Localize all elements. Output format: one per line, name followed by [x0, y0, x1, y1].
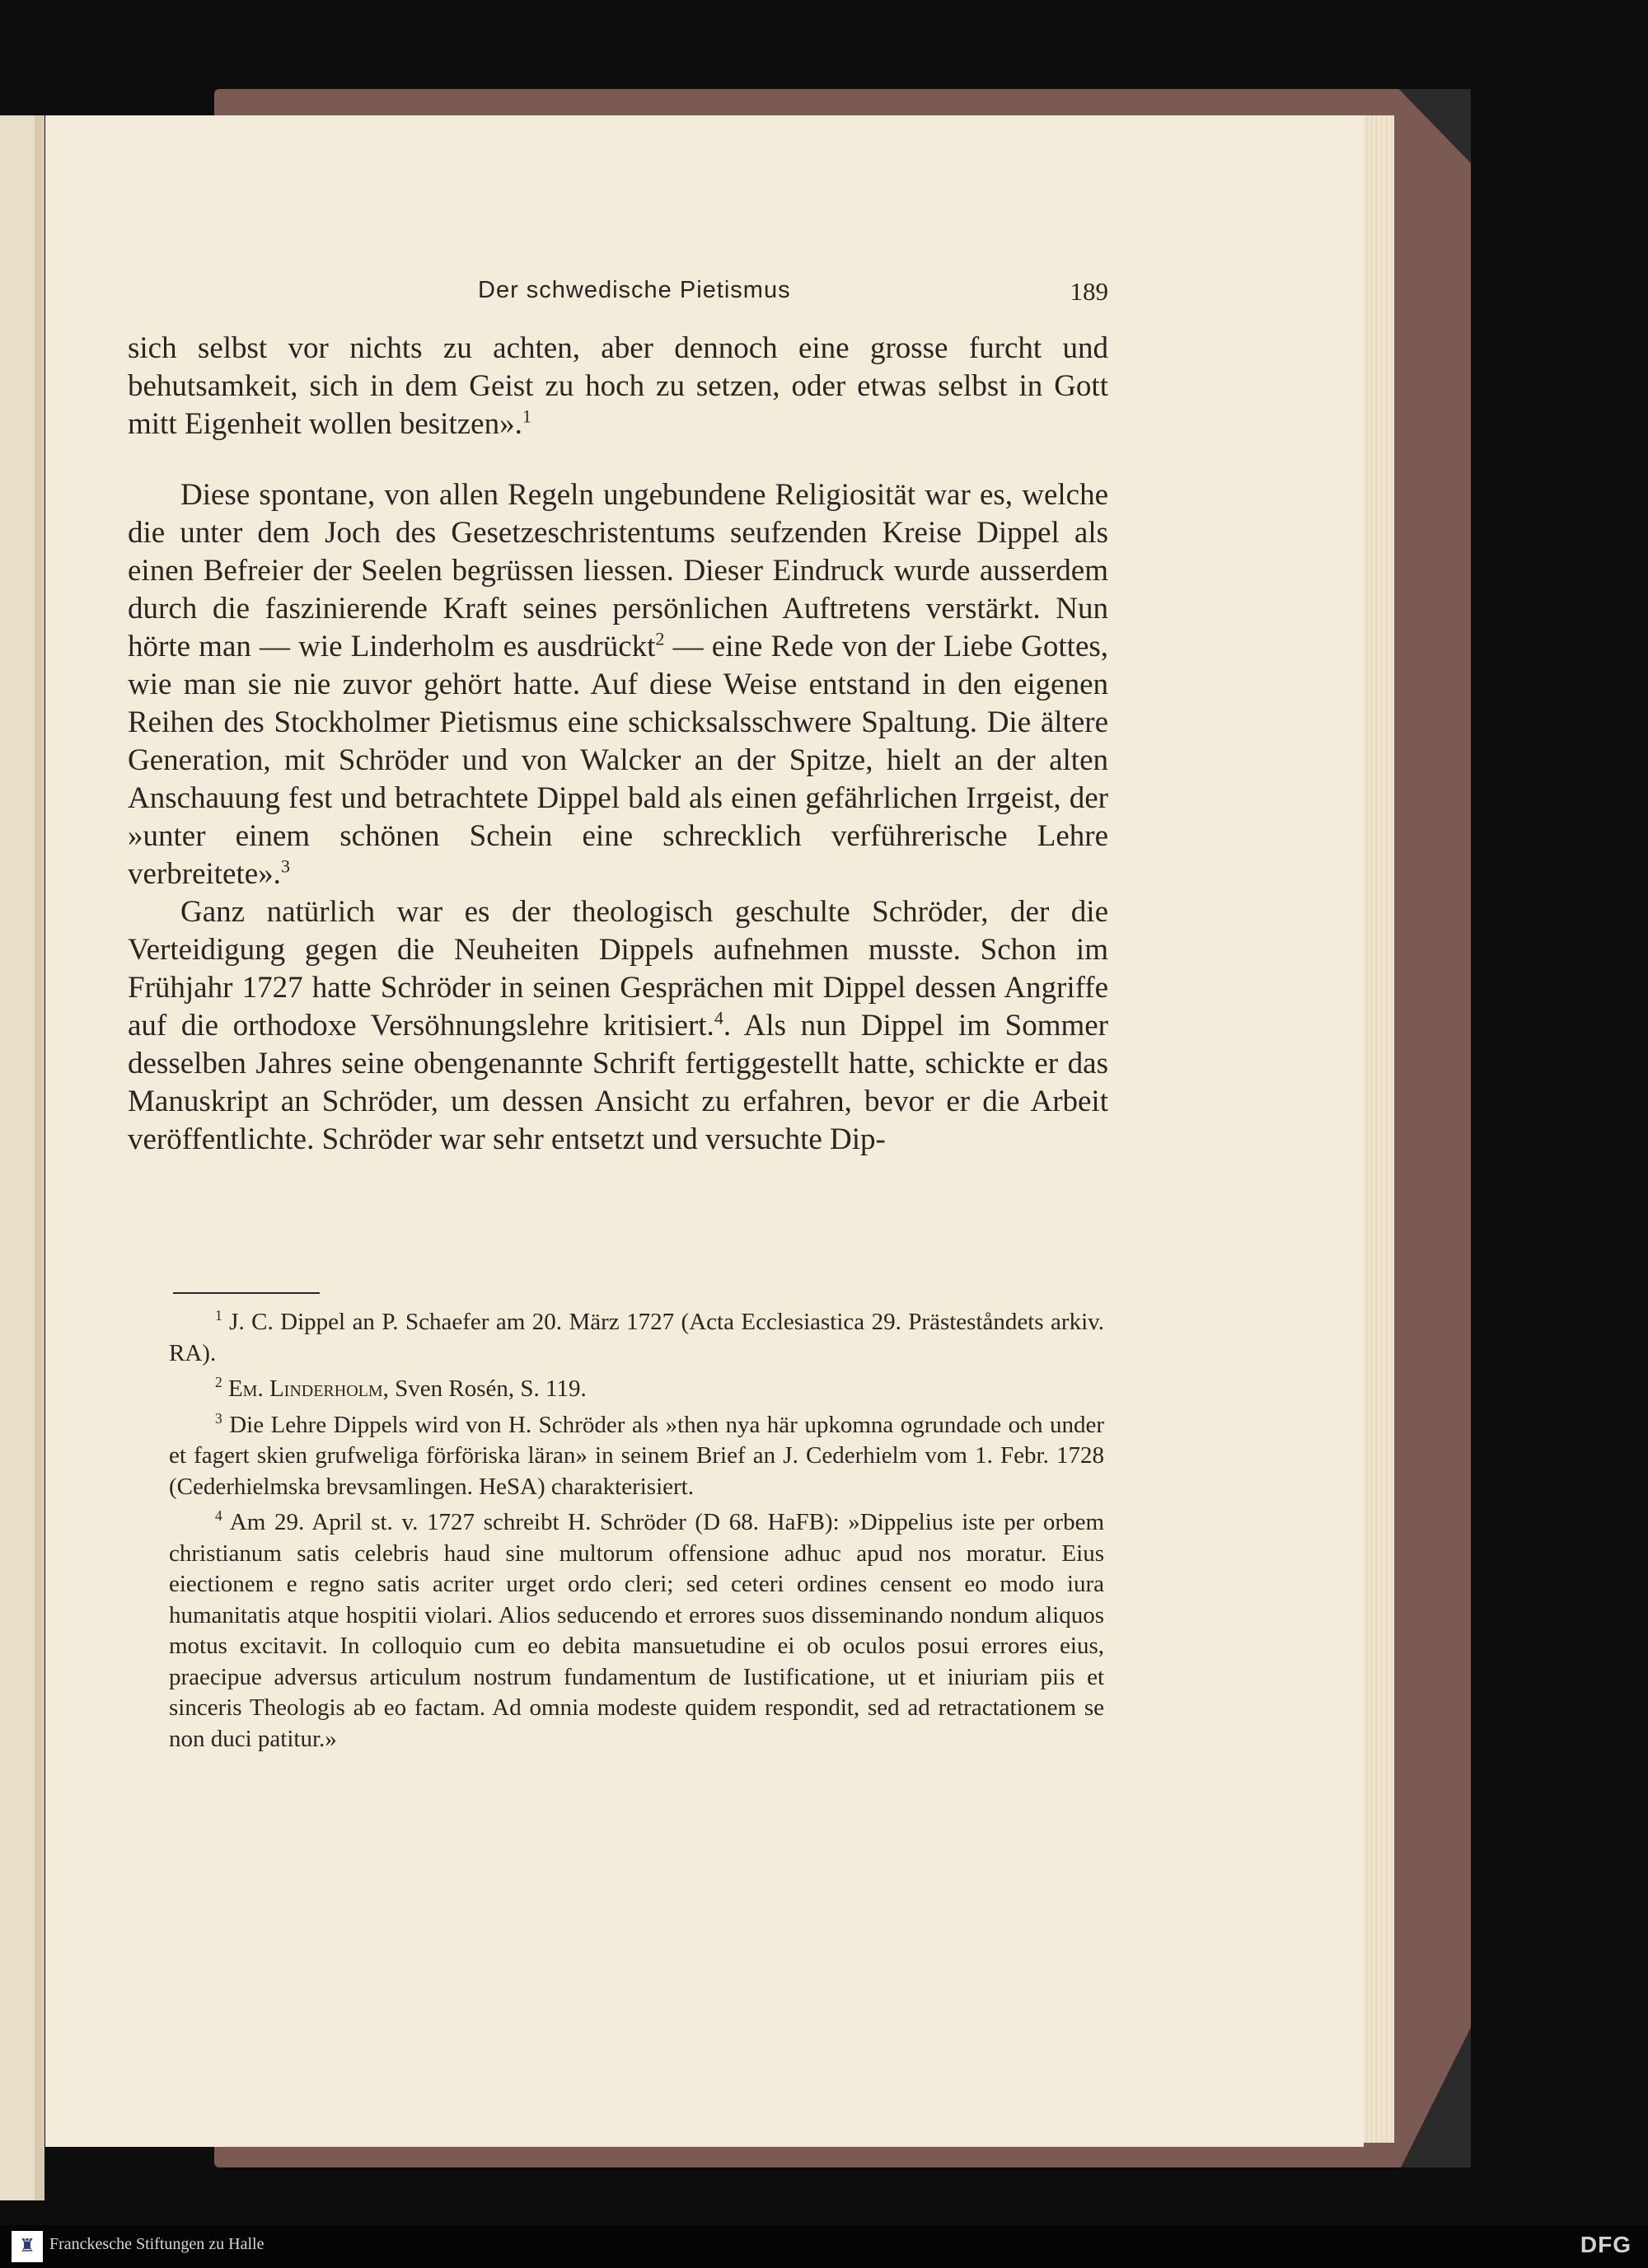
paragraph: Diese spontane, von allen Regeln ungebundene Religiosität war es, welche die unter dem Joch des Gesetzeschristentums seufzenden Kreise Dippel als einen Befreier der Seelen begrüssen liessen. Dieser Eindruck wurde ausserdem durch die faszinierende Kraft seines persönlichen Auftretens verstärkt. Nun hörte man — wie Linderholm es ausdrückt$^2$ — eine Rede von der Liebe Gottes, wie man sie nie zuvor gehört hatte. Auf diese Weise entstand in den eigenen Reihen des Stockholmer Pietismus eine schicksalsschwere Spaltung. Die ältere Generation, mit Schröder und von Walcker an der Spitze, hielt an der alten Anschauung fest und betrachtete Dippel bald als einen gefährlichen Irrgeist, der »unter einem schönen Schein eine schrecklich verführerische Lehre verbreitete».$^3$ [128, 478, 1109, 891]
running-title: Der schwedische Pietismus [478, 277, 791, 303]
page-number: 189 [1070, 277, 1108, 306]
footnote-ref: 1 [522, 405, 531, 427]
footnote-ref: 2 [655, 628, 665, 649]
foundation-emblem-icon: ♜ [12, 2231, 43, 2262]
left-page-gutter [35, 115, 44, 2200]
footnote-ref: 3 [280, 855, 291, 877]
footnote: $^3$ Die Lehre Dippels wird von H. Schröder als »then nya här upkomna ogrundade och under et fagert skien grufweliga förföriska läran» in seinem Brief an J. Cederhielm vom 1. Febr. 1728 (Cederhielmska brevsamlingen. HeSA) charakterisiert. [169, 1409, 1105, 1500]
paragraph: sich selbst vor nichts zu achten, aber dennoch eine grosse furcht und behutsamkeit, sich in dem Geist zu hoch zu setzen, oder etwas selbst in Gott mitt Eigenheit wollen besitzen».$^1$ [128, 331, 1108, 441]
footnotes [169, 1307, 1104, 1760]
footnote: $^4$ Am 29. April st. v. 1727 schreibt H. Schröder (D 68. HaFB): »Dippelius iste per orbem christianum satis celebris haud sine multorum offensione adhuc apud nos moratur. Eius eiectionem e regno satis acriter urget ordo cleri; sed ceteri ordines censent eo modo iura humanitatis atque hospitii violari. Alios seducendo et errores suos disseminando nondum aliquos motus excitavit. In colloquio cum eo debita mansuetudine ei ob oculos posui errores eius, praecipue adversus articulum nostrum fundamentum de Iustificatione, ut et iniuriam piis et sinceris Theologis ab eo factam. Ad omnia modeste quidem respondit, sed ad retractationem se non duci patitur.» [169, 1507, 1105, 1752]
running-head [433, 277, 1108, 318]
body-text [128, 330, 1108, 1159]
footnote: $^1$ J. C. Dippel an P. Schaefer am 20. März 1727 (Acta Ecclesiastica 29. Prästeståndets arkiv. RA). [169, 1307, 1104, 1366]
left-page-edge [0, 115, 35, 2200]
dfg-logo: DFG [1580, 2232, 1632, 2257]
digitization-footer [0, 2225, 1648, 2268]
footnote: $^2$ Em. Linderholm, Sven Rosén, S. 119. [215, 1374, 587, 1402]
author-name: Em. Linderholm [227, 1375, 383, 1402]
paragraph: Ganz natürlich war es der theologisch geschulte Schröder, der die Verteidigung gegen die Neuheiten Dippels aufnehmen musste. Schon im Frühjahr 1727 hatte Schröder in seinen Gesprächen mit Dippel dessen Angriffe auf die orthodoxe Versöhnungslehre kritisiert.$^4$. Als nun Dippel im Sommer desselben Jahres seine obengenannte Schrift fertiggestellt hatte, schickte er das Manuskript an Schröder, um dessen Ansicht zu erfahren, bevor er die Arbeit veröffentlichte. Schröder war sehr entsetzt und versuchte Dip- [128, 895, 1109, 1156]
footnote-rule [173, 1292, 320, 1294]
footnote-ref: 4 [714, 1007, 723, 1029]
institution-name: Franckesche Stiftungen zu Halle [49, 2235, 265, 2253]
